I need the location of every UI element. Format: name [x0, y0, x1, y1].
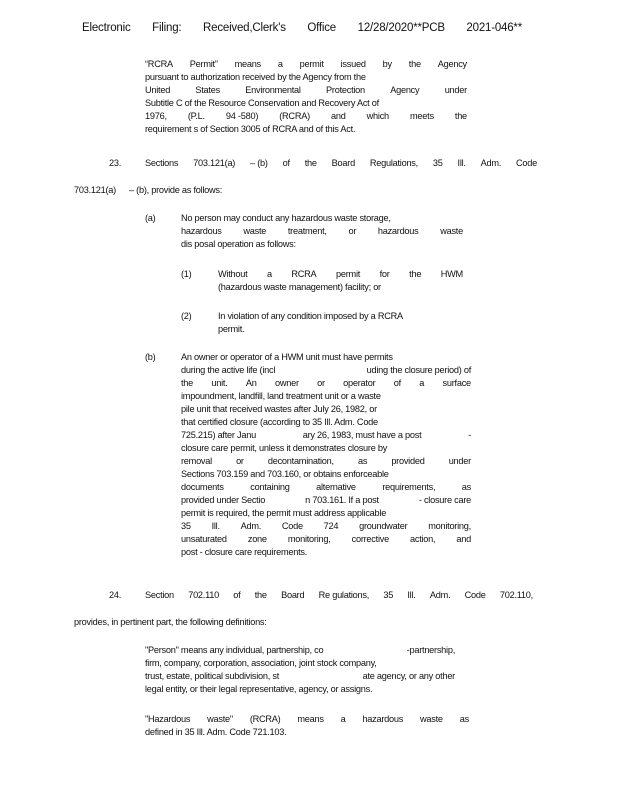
word: under: [448, 456, 471, 466]
text-line: [218, 268, 463, 281]
word: monitoring,: [287, 534, 331, 544]
word: Re gulations,: [318, 590, 370, 600]
word: Permit”: [189, 59, 218, 69]
text-line: [145, 58, 467, 71]
word: Ill.: [211, 521, 220, 531]
word: An: [245, 378, 257, 388]
word: 702.110,: [499, 590, 533, 600]
word: (RCRA): [249, 714, 281, 724]
word: a: [277, 59, 283, 69]
text-line: [145, 670, 455, 683]
word: uding the closure period) of: [366, 365, 471, 375]
word: or: [317, 378, 325, 388]
word: of: [233, 590, 241, 600]
word: means: [234, 59, 261, 69]
word: monitoring,: [428, 521, 471, 531]
word: Adm.: [480, 158, 502, 168]
word: 35: [383, 590, 394, 600]
header-word-office: Office: [307, 22, 337, 34]
word: "Hazardous: [145, 714, 191, 724]
word: unit.: [211, 378, 228, 388]
word: Regulations,: [369, 158, 418, 168]
word: the: [304, 158, 317, 168]
header-docket: 2021-046**: [466, 22, 522, 34]
para-23-line-1: [145, 157, 537, 170]
text-line: defined in 35 Ill. Adm. Code 721.103.: [145, 727, 287, 737]
text-line: [181, 494, 471, 507]
word: and: [330, 111, 346, 121]
text-line: pile unit that received wastes after July 26, 1982, or: [181, 404, 377, 414]
text-line: post - closure care requirements.: [181, 547, 308, 557]
text-line: firm, company, corporation, association, joint stock company,: [145, 658, 377, 668]
word: removal: [181, 456, 212, 466]
word: waste: [440, 226, 463, 236]
text-line: legal entity, or their legal representative, agency, or assigns.: [145, 684, 373, 694]
word: waste: [243, 226, 267, 236]
word: or: [348, 226, 357, 236]
header-word-received: Received,Clerk's: [203, 22, 286, 34]
word: States: [195, 85, 220, 95]
word: 35: [181, 521, 191, 531]
word: the: [409, 269, 422, 279]
text-line: (hazardous waste management) facility; or: [218, 282, 381, 292]
para-24-line-1: [145, 589, 533, 602]
word: action,: [410, 534, 436, 544]
word: as: [459, 714, 469, 724]
word: decontamination,: [267, 456, 334, 466]
word: under: [444, 85, 467, 95]
para-23-a2-text: [218, 310, 463, 336]
word: provided under Sectio: [181, 495, 266, 505]
word: which: [366, 111, 389, 121]
word: (P.L.: [187, 111, 205, 121]
para-24-line-2: provides, in pertinent part, the following definitions:: [74, 617, 267, 627]
word: for: [379, 269, 390, 279]
word: the: [181, 378, 194, 388]
word: documents: [181, 482, 224, 492]
text-line: An owner or operator of a HWM unit must have permits: [181, 352, 393, 362]
word: means: [297, 714, 324, 724]
word: Code: [464, 590, 486, 600]
word: ate agency, or any other: [362, 671, 455, 681]
word: ary 26, 1983, must have a post: [302, 430, 422, 440]
para-23-b-text: [181, 351, 471, 559]
word: Ill.: [407, 590, 416, 600]
para-23-line-2-citation: 703.121(a): [74, 185, 116, 195]
text-line: that certified closure (according to 35 Ill. Adm. Code: [181, 417, 378, 427]
para-23-a-text: [181, 212, 463, 251]
para-23-a1-text: [218, 268, 463, 294]
text-line: [181, 377, 471, 390]
word: Protection: [326, 85, 365, 95]
word: Agency: [437, 59, 467, 69]
word: during the active life (incl: [181, 365, 276, 375]
word: the: [454, 111, 467, 121]
word: Agency: [390, 85, 420, 95]
word: RCRA: [291, 269, 317, 279]
word: groundwater: [359, 521, 408, 531]
text-line: [145, 713, 469, 726]
word: – (b): [250, 158, 268, 168]
word: Environmental: [245, 85, 301, 95]
word: hazardous: [181, 226, 222, 236]
word: 35: [432, 158, 443, 168]
word: as: [461, 482, 471, 492]
text-line: [145, 84, 467, 97]
word: and: [456, 534, 471, 544]
word: waste: [420, 714, 443, 724]
word: surface: [442, 378, 471, 388]
word: a: [266, 269, 272, 279]
text-line: Sections 703.159 and 703.160, or obtains enforceable: [181, 469, 389, 479]
word: Board: [281, 590, 305, 600]
text-line: [181, 429, 471, 442]
text-line: permit is required, the permit must address applicable: [181, 508, 387, 518]
word: Board: [331, 158, 355, 168]
word: -partnership,: [406, 645, 455, 655]
word: the: [408, 59, 421, 69]
hazardous-waste-definition: [145, 713, 469, 739]
word: permit: [336, 269, 361, 279]
word: “RCRA: [145, 59, 173, 69]
word: requirements,: [382, 482, 436, 492]
text-line: pursuant to authorization received by the Agency from the: [145, 72, 366, 82]
text-line: dis posal operation as follows:: [181, 239, 296, 249]
word: issued: [340, 59, 366, 69]
word: Adm.: [429, 590, 451, 600]
filing-header: [82, 22, 522, 34]
word: Without: [218, 269, 248, 279]
word: owner: [274, 378, 299, 388]
word: unsaturated: [181, 534, 227, 544]
word: meets: [410, 111, 434, 121]
para-24-number: 24.: [109, 590, 122, 600]
word: operator: [343, 378, 376, 388]
word: permit: [299, 59, 324, 69]
word: (RCRA): [279, 111, 310, 121]
word: Code: [281, 521, 303, 531]
text-line: requirement s of Section 3005 of RCRA and of this Act.: [145, 124, 356, 134]
word: zone: [247, 534, 267, 544]
word: - closure care: [418, 495, 471, 505]
word: 725.215) after Janu: [181, 430, 256, 440]
word: Adm.: [240, 521, 262, 531]
text-line: [181, 520, 471, 533]
word: United: [145, 85, 171, 95]
word: of: [393, 378, 401, 388]
text-line: impoundment, landfill, land treatment unit or a waste: [181, 391, 381, 401]
word: a: [419, 378, 425, 388]
para-23-line-2-text: – (b), provide as follows:: [129, 185, 223, 195]
text-line: permit.: [218, 324, 245, 334]
word: HWM: [440, 269, 463, 279]
text-line: [145, 644, 455, 657]
word: 94 -580): [225, 111, 259, 121]
text-line: Subtitle C of the Resource Conservation and Recovery Act of: [145, 98, 379, 108]
word: hazardous: [377, 226, 419, 236]
para-23-a1-label: (1): [181, 269, 192, 279]
word: "Person" means any individual, partnership, co: [145, 645, 324, 655]
word: of: [282, 158, 290, 168]
word: hazardous: [362, 714, 404, 724]
text-line: [181, 533, 471, 546]
para-23-number: 23.: [109, 158, 122, 168]
word: by: [382, 59, 392, 69]
word: 724: [323, 521, 339, 531]
word: Code: [516, 158, 537, 168]
word: or: [236, 456, 244, 466]
para-23-a2-label: (2): [181, 311, 192, 321]
text-line: [181, 364, 471, 377]
word: Sections: [145, 158, 179, 168]
word: Section: [145, 590, 174, 600]
word: 703.121(a): [193, 158, 236, 168]
text-line: closure care permit, unless it demonstrates closure by: [181, 443, 388, 453]
word: trust, estate, political subdivision, st: [145, 671, 280, 681]
para-23-b-label: (b): [145, 352, 156, 362]
text-line: [181, 455, 471, 468]
word: 702.110: [188, 590, 219, 600]
header-word-electronic: Electronic: [82, 22, 131, 34]
person-definition: [145, 644, 455, 696]
text-line: In violation of any condition imposed by a RCRA: [218, 311, 403, 321]
text-line: [145, 110, 467, 123]
word: alternative: [316, 482, 356, 492]
word: containing: [250, 482, 290, 492]
text-line: [181, 481, 471, 494]
rcra-permit-definition: [145, 58, 467, 136]
header-word-filing: Filing:: [152, 22, 182, 34]
header-date: 12/28/2020**PCB: [357, 22, 445, 34]
word: treatment,: [287, 226, 327, 236]
text-line: No person may conduct any hazardous waste storage,: [181, 213, 391, 223]
word: 1976,: [145, 111, 167, 121]
word: Ill.: [457, 158, 466, 168]
word: -: [468, 430, 471, 440]
word: the: [254, 590, 267, 600]
word: provided: [391, 456, 425, 466]
text-line: [181, 225, 463, 238]
word: as: [357, 456, 368, 466]
word: corrective: [351, 534, 389, 544]
para-23-a-label: (a): [145, 213, 156, 223]
word: a: [340, 714, 346, 724]
word: n 703.161. If a post: [305, 495, 379, 505]
word: waste": [207, 714, 233, 724]
